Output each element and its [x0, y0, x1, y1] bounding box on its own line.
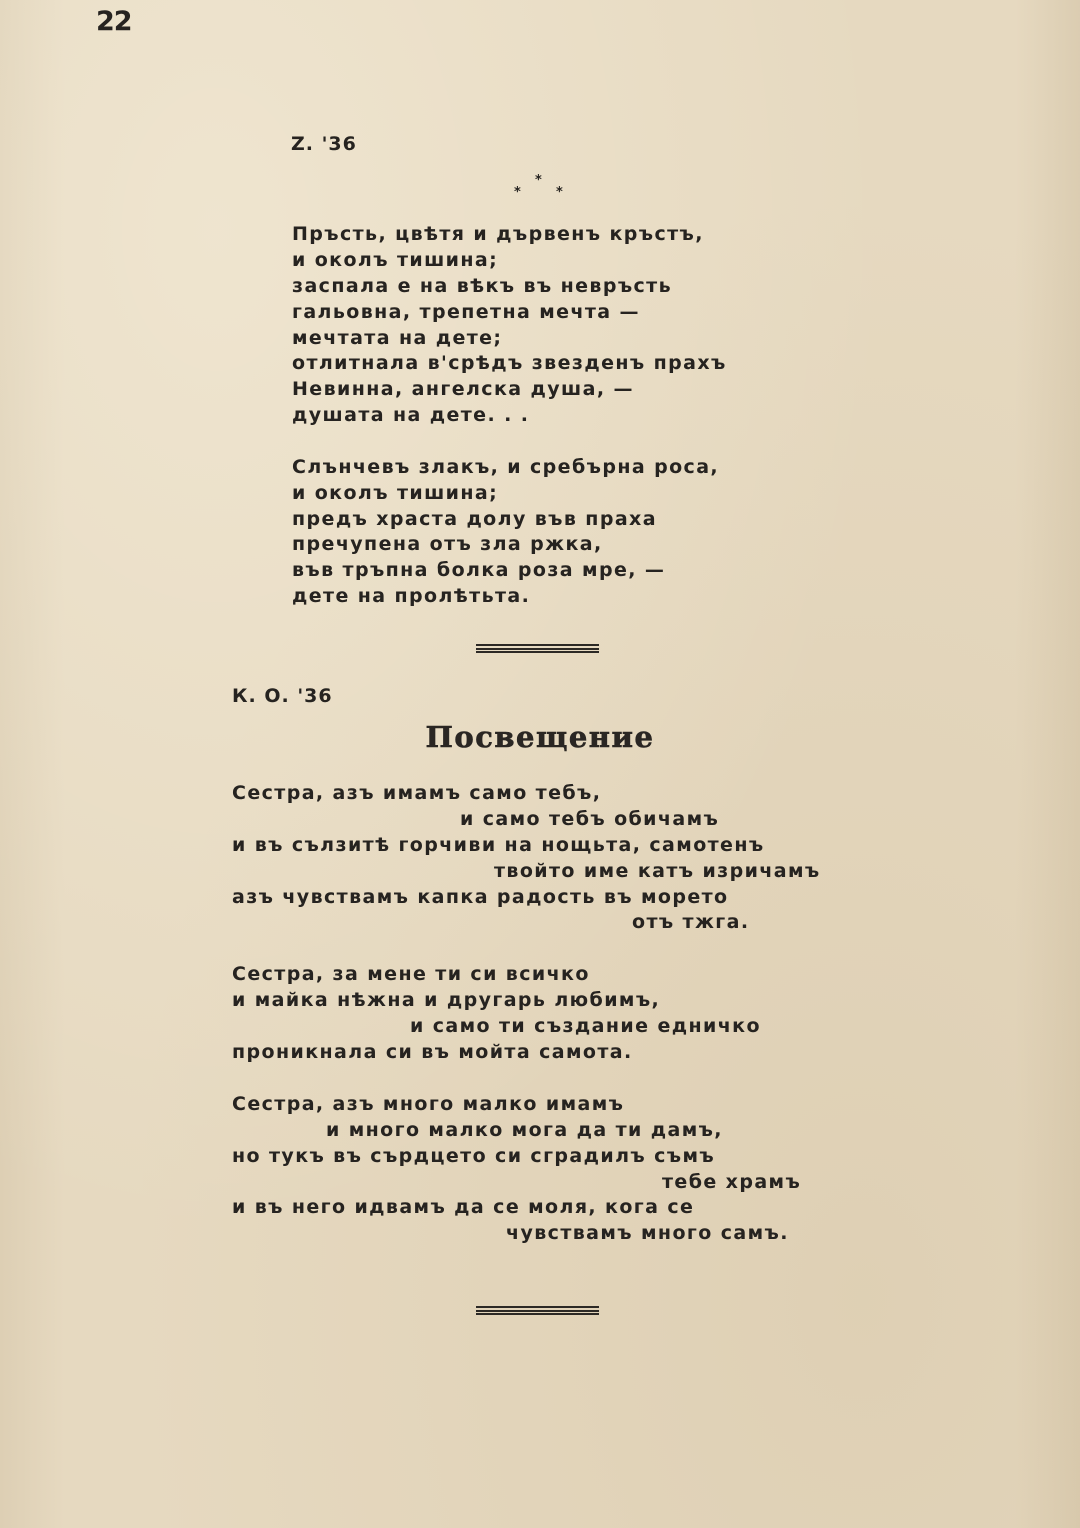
poem-line: но тукъ въ сърдцето си сградилъ съмъ [232, 1144, 716, 1167]
poem-line: и много малко мога да ти дамъ, [326, 1118, 723, 1141]
poem-line: Сестра, азъ много малко имамъ [232, 1092, 625, 1115]
poem-line: и въ него идвамъ да се моля, кога се [232, 1196, 695, 1219]
asterism-star-left: * [514, 185, 521, 200]
poem-line: предъ храста долу във праха [292, 507, 657, 530]
poem1-author: Z. '36 [291, 133, 357, 155]
poem-line: Пръсть, цвѣтя и дървенъ кръстъ, [292, 223, 704, 245]
poem-line: твойто име катъ изричамъ [494, 859, 821, 882]
poem-line: проникнала си въ мойта самота. [232, 1041, 633, 1064]
poem-line: и въ сълзитѣ горчиви на нощьта, самотенъ [232, 833, 765, 856]
poem-line: дете на пролѣтьта. [292, 585, 531, 608]
poem-line: и околъ тишина; [292, 248, 499, 271]
poem-line: отлитнала в'срѣдъ звезденъ прахъ [292, 352, 727, 375]
poem2-author: К. О. '36 [232, 685, 333, 707]
poem-line: пречупена отъ зла ржка, [292, 533, 603, 556]
stanza-gap [232, 936, 821, 962]
divider-rule [476, 1310, 599, 1312]
poem-line: и само тебъ обичамъ [460, 807, 720, 830]
divider-rule [476, 644, 599, 646]
poem1-stanza-1 [292, 222, 727, 429]
poem-line: чувствамъ много самъ. [506, 1222, 789, 1245]
poem-line: Слънчевъ злакъ, и сребърна роса, [292, 455, 720, 478]
stanza-gap [232, 1066, 821, 1092]
poem-line: заспала е на вѣкъ въ невръсть [292, 274, 673, 297]
section-divider-2 [476, 1306, 599, 1315]
poem-line: и околъ тишина; [292, 481, 499, 504]
poem1-body [292, 222, 727, 610]
poem-line: гальовна, трепетна мечта — [292, 300, 640, 323]
poem-line: тебе храмъ [662, 1170, 802, 1193]
poem-line: Сестра, за мене ти си всичко [232, 963, 590, 986]
poem-line: и само ти създание едничко [410, 1015, 761, 1038]
poem2-stanza-3 [232, 1092, 821, 1247]
poem-line: Сестра, азъ имамъ само тебъ, [232, 782, 602, 804]
poem-line: азъ чувствамъ капка радость въ морето [232, 885, 729, 908]
poem1-stanza-2 [292, 455, 727, 610]
poem2-title-text: Посвещение [425, 720, 655, 754]
page-number: 22 [96, 6, 132, 37]
divider-rule [476, 1313, 599, 1315]
divider-rule [476, 651, 599, 653]
poem-line: и майка нѣжна и другарь любимъ, [232, 989, 661, 1012]
divider-rule [476, 648, 599, 650]
poem-line: във тръпна болка роза мре, — [292, 559, 666, 582]
poem-line: мечтата на дете; [292, 326, 503, 349]
poem2-stanza-1 [232, 781, 821, 936]
asterism-star-top: * [535, 173, 542, 188]
divider-rule [476, 1306, 599, 1308]
poem-line: душата на дете. . . [292, 404, 530, 427]
poem-line: Невинна, ангелска душа, — [292, 378, 634, 401]
asterism-separator [508, 170, 568, 200]
asterism-star-right: * [556, 185, 563, 200]
poem2-title [0, 720, 1080, 754]
poem-line: отъ тжга. [632, 911, 750, 934]
stanza-gap [292, 429, 727, 455]
section-divider-1 [476, 644, 599, 653]
poem2-body [232, 781, 821, 1247]
poem2-stanza-2 [232, 962, 821, 1066]
